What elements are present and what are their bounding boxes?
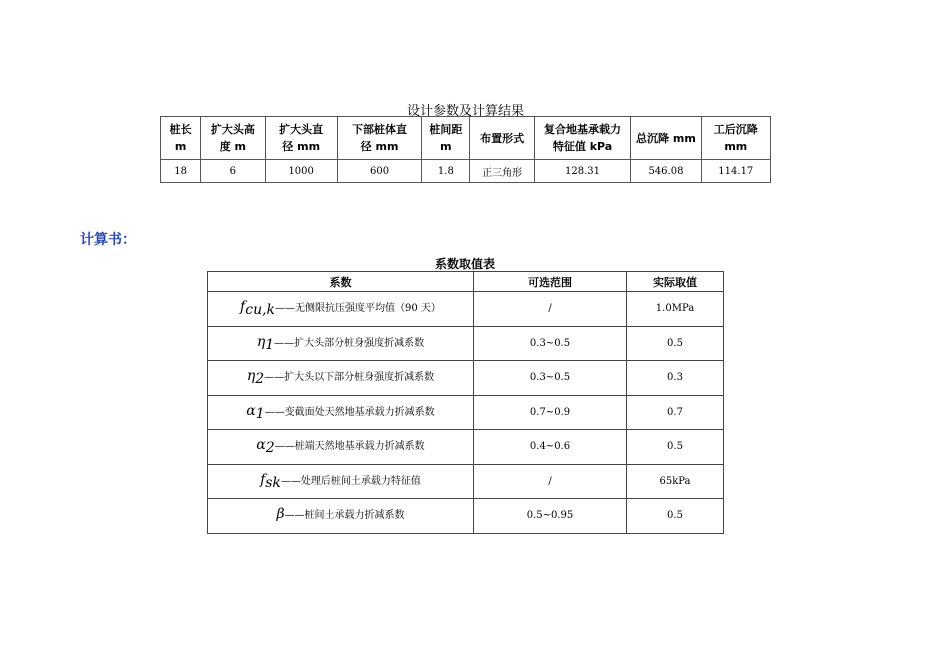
cell-post-settlement: 114.17 bbox=[701, 160, 770, 183]
coefficient-row bbox=[208, 464, 724, 499]
cell-pile-length: 18 bbox=[161, 160, 201, 183]
value-cell: 0.3 bbox=[627, 361, 724, 396]
coefficient-description: 扩大头部分桩身强度折减系数 bbox=[294, 337, 425, 349]
coefficient-table bbox=[207, 271, 724, 534]
coefficient-dash: —— bbox=[280, 475, 301, 487]
range-cell: / bbox=[474, 464, 627, 499]
range-cell: 0.3~0.5 bbox=[474, 326, 627, 361]
coefficient-dash: —— bbox=[264, 372, 285, 384]
calculation-heading: 计算书： bbox=[80, 232, 136, 248]
header-coefficient: 系数 bbox=[208, 272, 474, 292]
coefficient-symbol: β bbox=[276, 506, 285, 523]
cell-total-settlement: 546.08 bbox=[631, 160, 701, 183]
cell-bulb-diameter: 1000 bbox=[265, 160, 337, 183]
coefficient-symbol: η bbox=[256, 333, 266, 350]
design-parameters-table bbox=[160, 116, 771, 183]
coefficient-symbol: η bbox=[246, 368, 256, 385]
value-cell: 65kPa bbox=[627, 464, 724, 499]
coefficient-symbol: f bbox=[260, 471, 266, 488]
coefficient-row bbox=[208, 499, 724, 534]
coefficient-dash: —— bbox=[274, 337, 295, 349]
range-cell: 0.4~0.6 bbox=[474, 430, 627, 465]
header-bulb-height: 扩大头高 度 m bbox=[201, 117, 265, 160]
cell-bulb-height: 6 bbox=[201, 160, 265, 183]
design-table-row bbox=[161, 160, 771, 183]
coefficient-row bbox=[208, 430, 724, 465]
header-bulb-diameter: 扩大头直 径 mm bbox=[265, 117, 337, 160]
coefficient-subscript: sk bbox=[265, 474, 281, 491]
design-table-title: 设计参数及计算结果 bbox=[406, 104, 524, 119]
coefficient-description: 无侧限抗压强度平均值（90 天） bbox=[295, 303, 441, 315]
coefficient-subscript: 2 bbox=[255, 371, 265, 388]
coefficient-description: 桩间土承载力折减系数 bbox=[304, 510, 405, 522]
value-cell: 1.0MPa bbox=[627, 292, 724, 327]
value-cell: 0.5 bbox=[627, 430, 724, 465]
coefficient-cell bbox=[208, 361, 474, 396]
coefficient-subscript: 1 bbox=[255, 405, 265, 422]
coefficient-cell bbox=[208, 292, 474, 327]
coefficient-cell bbox=[208, 430, 474, 465]
coefficient-row bbox=[208, 326, 724, 361]
coefficient-cell bbox=[208, 395, 474, 430]
cell-pile-spacing: 1.8 bbox=[422, 160, 470, 183]
coefficient-symbol: α bbox=[246, 402, 256, 419]
range-cell: 0.7~0.9 bbox=[474, 395, 627, 430]
coefficient-dash: —— bbox=[274, 441, 295, 453]
coefficient-header-row bbox=[208, 272, 724, 292]
cell-lower-pile-diameter: 600 bbox=[337, 160, 421, 183]
cell-bearing-capacity: 128.31 bbox=[534, 160, 630, 183]
coefficient-table-title: 系数取值表 bbox=[434, 257, 495, 271]
coefficient-dash: —— bbox=[284, 510, 305, 522]
coefficient-description: 变截面处天然地基承载力折减系数 bbox=[284, 406, 435, 418]
coefficient-row bbox=[208, 395, 724, 430]
coefficient-subscript: 1 bbox=[265, 336, 275, 353]
coefficient-description: 桩端天然地基承载力折减系数 bbox=[294, 441, 425, 453]
range-cell: 0.5~0.95 bbox=[474, 499, 627, 534]
header-post-settlement: 工后沉降 mm bbox=[701, 117, 770, 160]
coefficient-row bbox=[208, 361, 724, 396]
coefficient-dash: —— bbox=[275, 303, 296, 315]
range-cell: / bbox=[474, 292, 627, 327]
coefficient-symbol: α bbox=[256, 437, 266, 454]
header-pile-length: 桩长 m bbox=[161, 117, 201, 160]
design-table-header-row bbox=[161, 117, 771, 160]
header-layout-form: 布置形式 bbox=[470, 117, 534, 160]
coefficient-cell bbox=[208, 499, 474, 534]
coefficient-description: 处理后桩间土承载力特征值 bbox=[300, 475, 421, 487]
coefficient-dash: —— bbox=[264, 406, 285, 418]
coefficient-description: 扩大头以下部分桩身强度折减系数 bbox=[284, 372, 435, 384]
coefficient-subscript: 2 bbox=[265, 440, 275, 457]
coefficient-row bbox=[208, 292, 724, 327]
header-total-settlement: 总沉降 mm bbox=[631, 117, 701, 160]
header-actual-value: 实际取值 bbox=[627, 272, 724, 292]
value-cell: 0.5 bbox=[627, 499, 724, 534]
range-cell: 0.3~0.5 bbox=[474, 361, 627, 396]
header-bearing-capacity: 复合地基承载力 特征值 kPa bbox=[534, 117, 630, 160]
cell-layout-form: 正三角形 bbox=[470, 160, 534, 183]
value-cell: 0.5 bbox=[627, 326, 724, 361]
value-cell: 0.7 bbox=[627, 395, 724, 430]
header-lower-pile-diameter: 下部桩体直 径 mm bbox=[337, 117, 421, 160]
header-range: 可选范围 bbox=[474, 272, 627, 292]
coefficient-symbol: f bbox=[240, 299, 246, 316]
header-pile-spacing: 桩间距 m bbox=[422, 117, 470, 160]
coefficient-subscript: cu,k bbox=[245, 302, 276, 319]
coefficient-cell bbox=[208, 464, 474, 499]
coefficient-cell bbox=[208, 326, 474, 361]
